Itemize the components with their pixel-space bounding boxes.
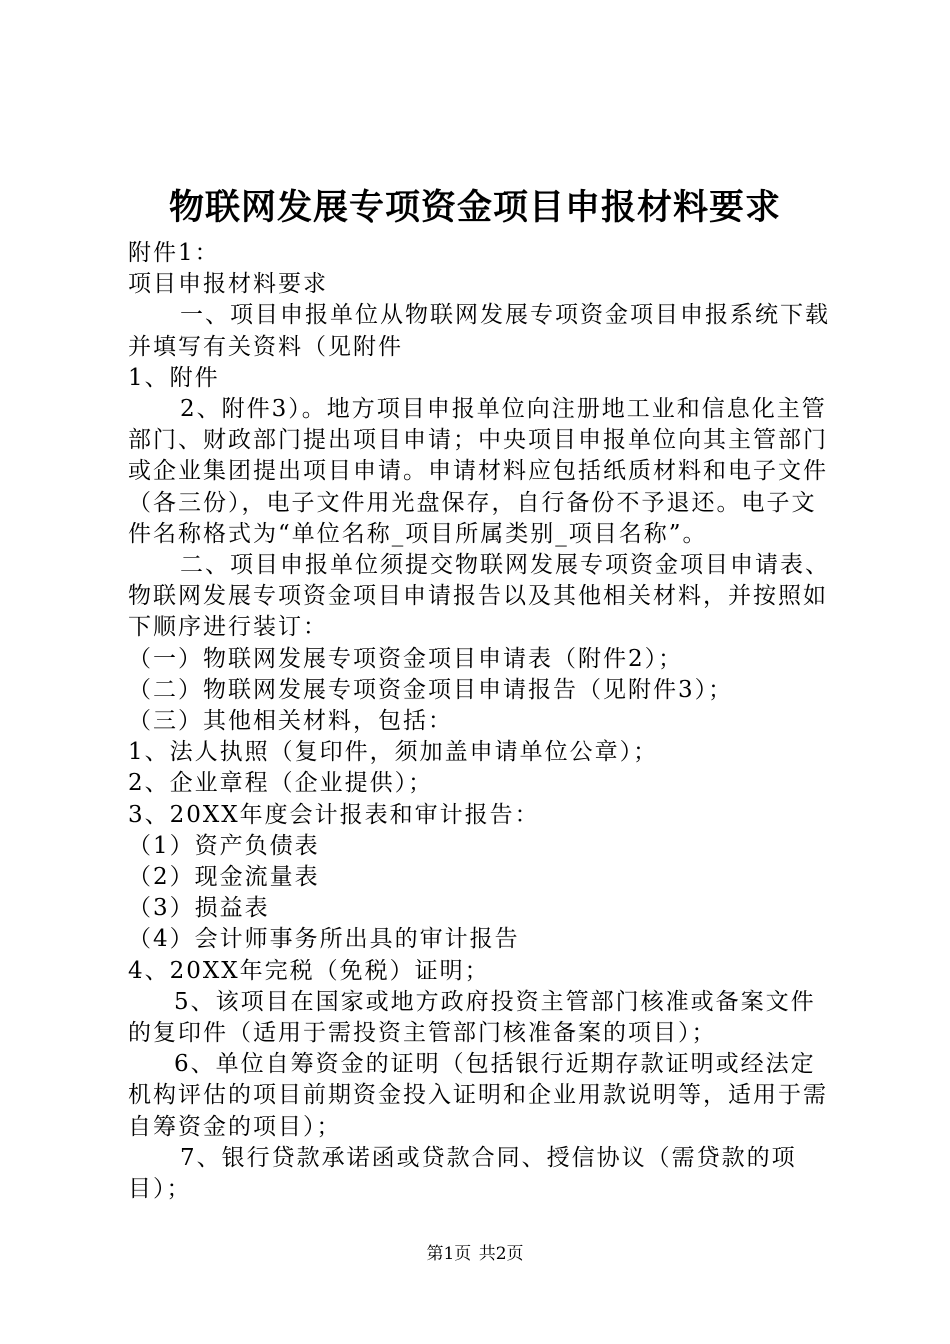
paragraph-subitem-audit-report: （4）会计师事务所出具的审计报告 xyxy=(128,926,520,953)
paragraph-item-application-form: （一）物联网发展专项资金项目申请表（附件2）； xyxy=(128,645,684,672)
paragraph-item-accounting-reports: 3、20XX年度会计报表和审计报告： xyxy=(128,801,540,828)
document-body xyxy=(128,238,830,1205)
paragraph-item-tax-certificate: 4、20XX年完税（免税）证明； xyxy=(128,957,490,984)
paragraph-subitem-balance-sheet: （1）资产负债表 xyxy=(128,832,320,859)
paragraph-item-bank-loan: 7、银行贷款承诺函或贷款合同、授信协议（需贷款的项目）； xyxy=(128,1144,797,1203)
page-total-label: 共2页 xyxy=(478,1244,524,1264)
paragraph-attachment-2: 2、附件3）。地方项目申报单位向注册地工业和信息化主管部门、财政部门提出项目申请；中央项目申报单位向其主管部门或企业集团提出项目申请。申请材料应包括纸质材料和电子文件（各三份），电子文件用光盘保存，自行备份不予退还。电子文件名称格式为“单位名称_项目所属类别_项目名称”。 xyxy=(128,396,828,547)
paragraph-item-articles: 2、企业章程（企业提供）； xyxy=(128,770,434,797)
paragraph-subitem-income-statement: （3）损益表 xyxy=(128,895,270,922)
page-footer xyxy=(0,1243,950,1265)
paragraph-section-two: 二、项目申报单位须提交物联网发展专项资金项目申请表、物联网发展专项资金项目申请报告以及其他相关材料，并按照如下顺序进行装订： xyxy=(128,552,830,641)
paragraph-item-approval-filing: 5、该项目在国家或地方政府投资主管部门核准或备案文件的复印件（适用于需投资主管部门核准备案的项目）； xyxy=(128,988,816,1047)
paragraph-item-application-report: （二）物联网发展专项资金项目申请报告（见附件3）； xyxy=(128,676,734,703)
paragraph-subitem-cash-flow: （2）现金流量表 xyxy=(128,864,320,891)
document-title: 物联网发展专项资金项目申报材料要求 xyxy=(168,187,781,228)
paragraph-attachment-1: 1、附件 xyxy=(128,364,220,391)
paragraph-item-business-license: 1、法人执照（复印件，须加盖申请单位公章）； xyxy=(128,739,659,766)
paragraph-item-other-materials: （三）其他相关材料，包括： xyxy=(128,708,453,735)
paragraph-attachment-label: 附件1： xyxy=(128,240,220,266)
paragraph-subtitle: 项目申报材料要求 xyxy=(128,271,328,298)
paragraph-section-one: 一、项目申报单位从物联网发展专项资金项目申报系统下载并填写有关资料（见附件 xyxy=(128,302,830,360)
paragraph-item-self-funding: 6、单位自筹资金的证明（包括银行近期存款证明或经法定机构评估的项目前期资金投入证明和企业用款说明等，适用于需自筹资金的项目）； xyxy=(128,1051,828,1140)
page-number-label: 第1页 xyxy=(426,1244,472,1264)
